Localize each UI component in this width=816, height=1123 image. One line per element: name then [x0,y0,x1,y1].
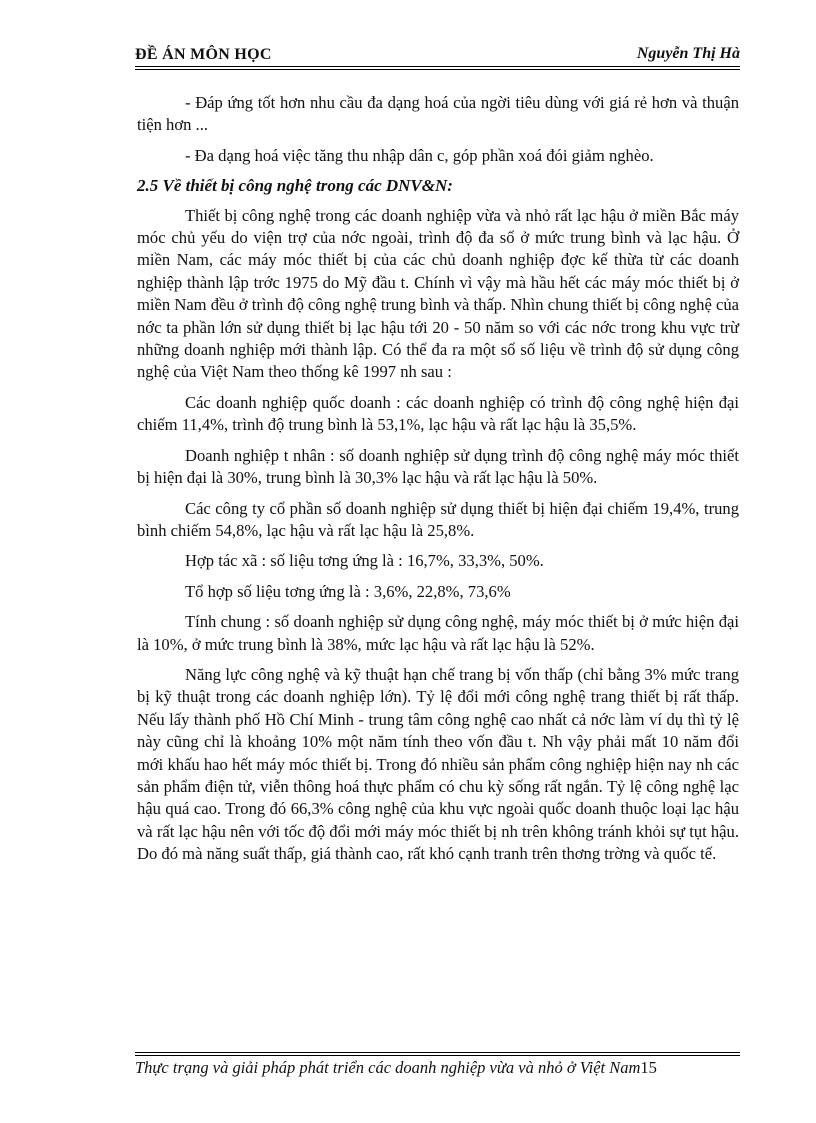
section-heading: 2.5 Về thiết bị công nghệ trong các DNV&N: [137,176,453,196]
body-paragraph: Các công ty cổ phần số doanh nghiệp sử dụng thiết bị hiện đại chiếm 19,4%, trung bình chiếm 54,8%, lạc hậu và rất lạc hậu là 25,8%. [137,498,739,540]
footer-document-title: Thực trạng và giải pháp phát triển các doanh nghiệp vừa và nhỏ ở Việt Nam [135,1058,641,1077]
body-paragraph: - Đa dạng hoá việc tăng thu nhập dân c, góp phần xoá đói giảm nghèo. [185,145,654,165]
body-paragraph: Doanh nghiệp t nhân : số doanh nghiệp sử dụng trình độ công nghệ máy móc thiết bị hiện đại là 30%, trung bình là 30,3% lạc hậu và rất lạc hậu là 50%. [137,445,739,488]
body-paragraph: Năng lực công nghệ và kỹ thuật hạn chế trang bị vốn thấp (chỉ bằng 3% mức trang bị kỹ thuật trong các doanh nghiệp lớn). Tỷ lệ đổi mới công nghệ trang thiết bị rất thấp. Nếu lấy thành phố Hồ Chí Minh - trung tâm công nghệ cao nhất cả nớc làm ví dụ thì tỷ lệ này cũng chỉ là khoảng 10% một năm tính theo vốn đầu t. Nh vậy phải mất 10 năm đổi mới khấu hao hết máy móc thiết bị. Trong đó nhiều sản phẩm công nghiệp hiện nay nh các sản phẩm điện tử, viễn thông hoá thực phẩm có chu kỳ sống rất ngắn. Tỷ lệ công nghệ lạc hậu quá cao. Trong đó 66,3% công nghệ của khu vực ngoài quốc doanh thuộc loại lạc hậu và rất lạc hậu nên với tốc độ đổi mới máy móc thiết bị nh trên không tránh khỏi sự tụt hậu. Do đó mà năng suất thấp, giá thành cao, rất khó cạnh tranh trên thơng trờng và quốc tế. [137,664,739,864]
document-body [137,92,739,866]
header-rule [135,66,740,67]
body-paragraph: Tính chung : số doanh nghiệp sử dụng công nghệ, máy móc thiết bị ở mức hiện đại là 10%, ở mức trung bình là 38%, mức lạc hậu và rất lạc hậu là 52%. [137,612,739,654]
body-paragraph: Các doanh nghiệp quốc doanh : các doanh nghiệp có trình độ công nghệ hiện đại chiếm 11,4%, trình độ trung bình là 53,1%, lạc hậu và rất lạc hậu là 35,5%. [137,392,739,435]
page-number: 15 [640,1058,657,1077]
body-paragraph: Thiết bị công nghệ trong các doanh nghiệp vừa và nhỏ rất lạc hậu ở miền Bắc máy móc chủ yếu do viện trợ của nớc ngoài, trình độ đa số ở mức trung bình và lạc hậu. Ở miền Nam, các máy móc thiết bị của các chủ doanh nghiệp đợc kế thừa từ các doanh nghiệp thành lập trớc 1975 do Mỹ đầu t. Chính vì vậy mà hầu hết các máy móc thiết bị ở miền Nam đều ở trình độ công nghệ trung bình và thấp. Nhìn chung thiết bị công nghệ của nớc ta phần lớn sử dụng thiết bị lạc hậu tới 20 - 50 năm so với các nớc trong khu vực trừ những doanh nghiệp mới thành lập. Có thể đa ra một số số liệu về trình độ sử dụng công nghệ của Việt Nam theo thống kê 1997 nh sau : [137,205,739,382]
page-footer [135,1058,740,1078]
header-author-name: Nguyễn Thị Hà [636,45,740,62]
header-rule-double [135,69,740,70]
footer-rule [135,1052,740,1053]
body-paragraph: - Đáp ứng tốt hơn nhu cầu đa dạng hoá của ngời tiêu dùng với giá rẻ hơn và thuận tiện hơn ... [137,93,739,135]
header-course-title: ĐỀ ÁN MÔN HỌC [135,46,272,63]
page-header [135,46,740,66]
body-paragraph: Tổ hợp số liệu tơng ứng là : 3,6%, 22,8%, 73,6% [185,581,511,601]
body-paragraph: Hợp tác xã : số liệu tơng ứng là : 16,7%, 33,3%, 50%. [185,551,544,571]
footer-rule-double [135,1055,740,1056]
